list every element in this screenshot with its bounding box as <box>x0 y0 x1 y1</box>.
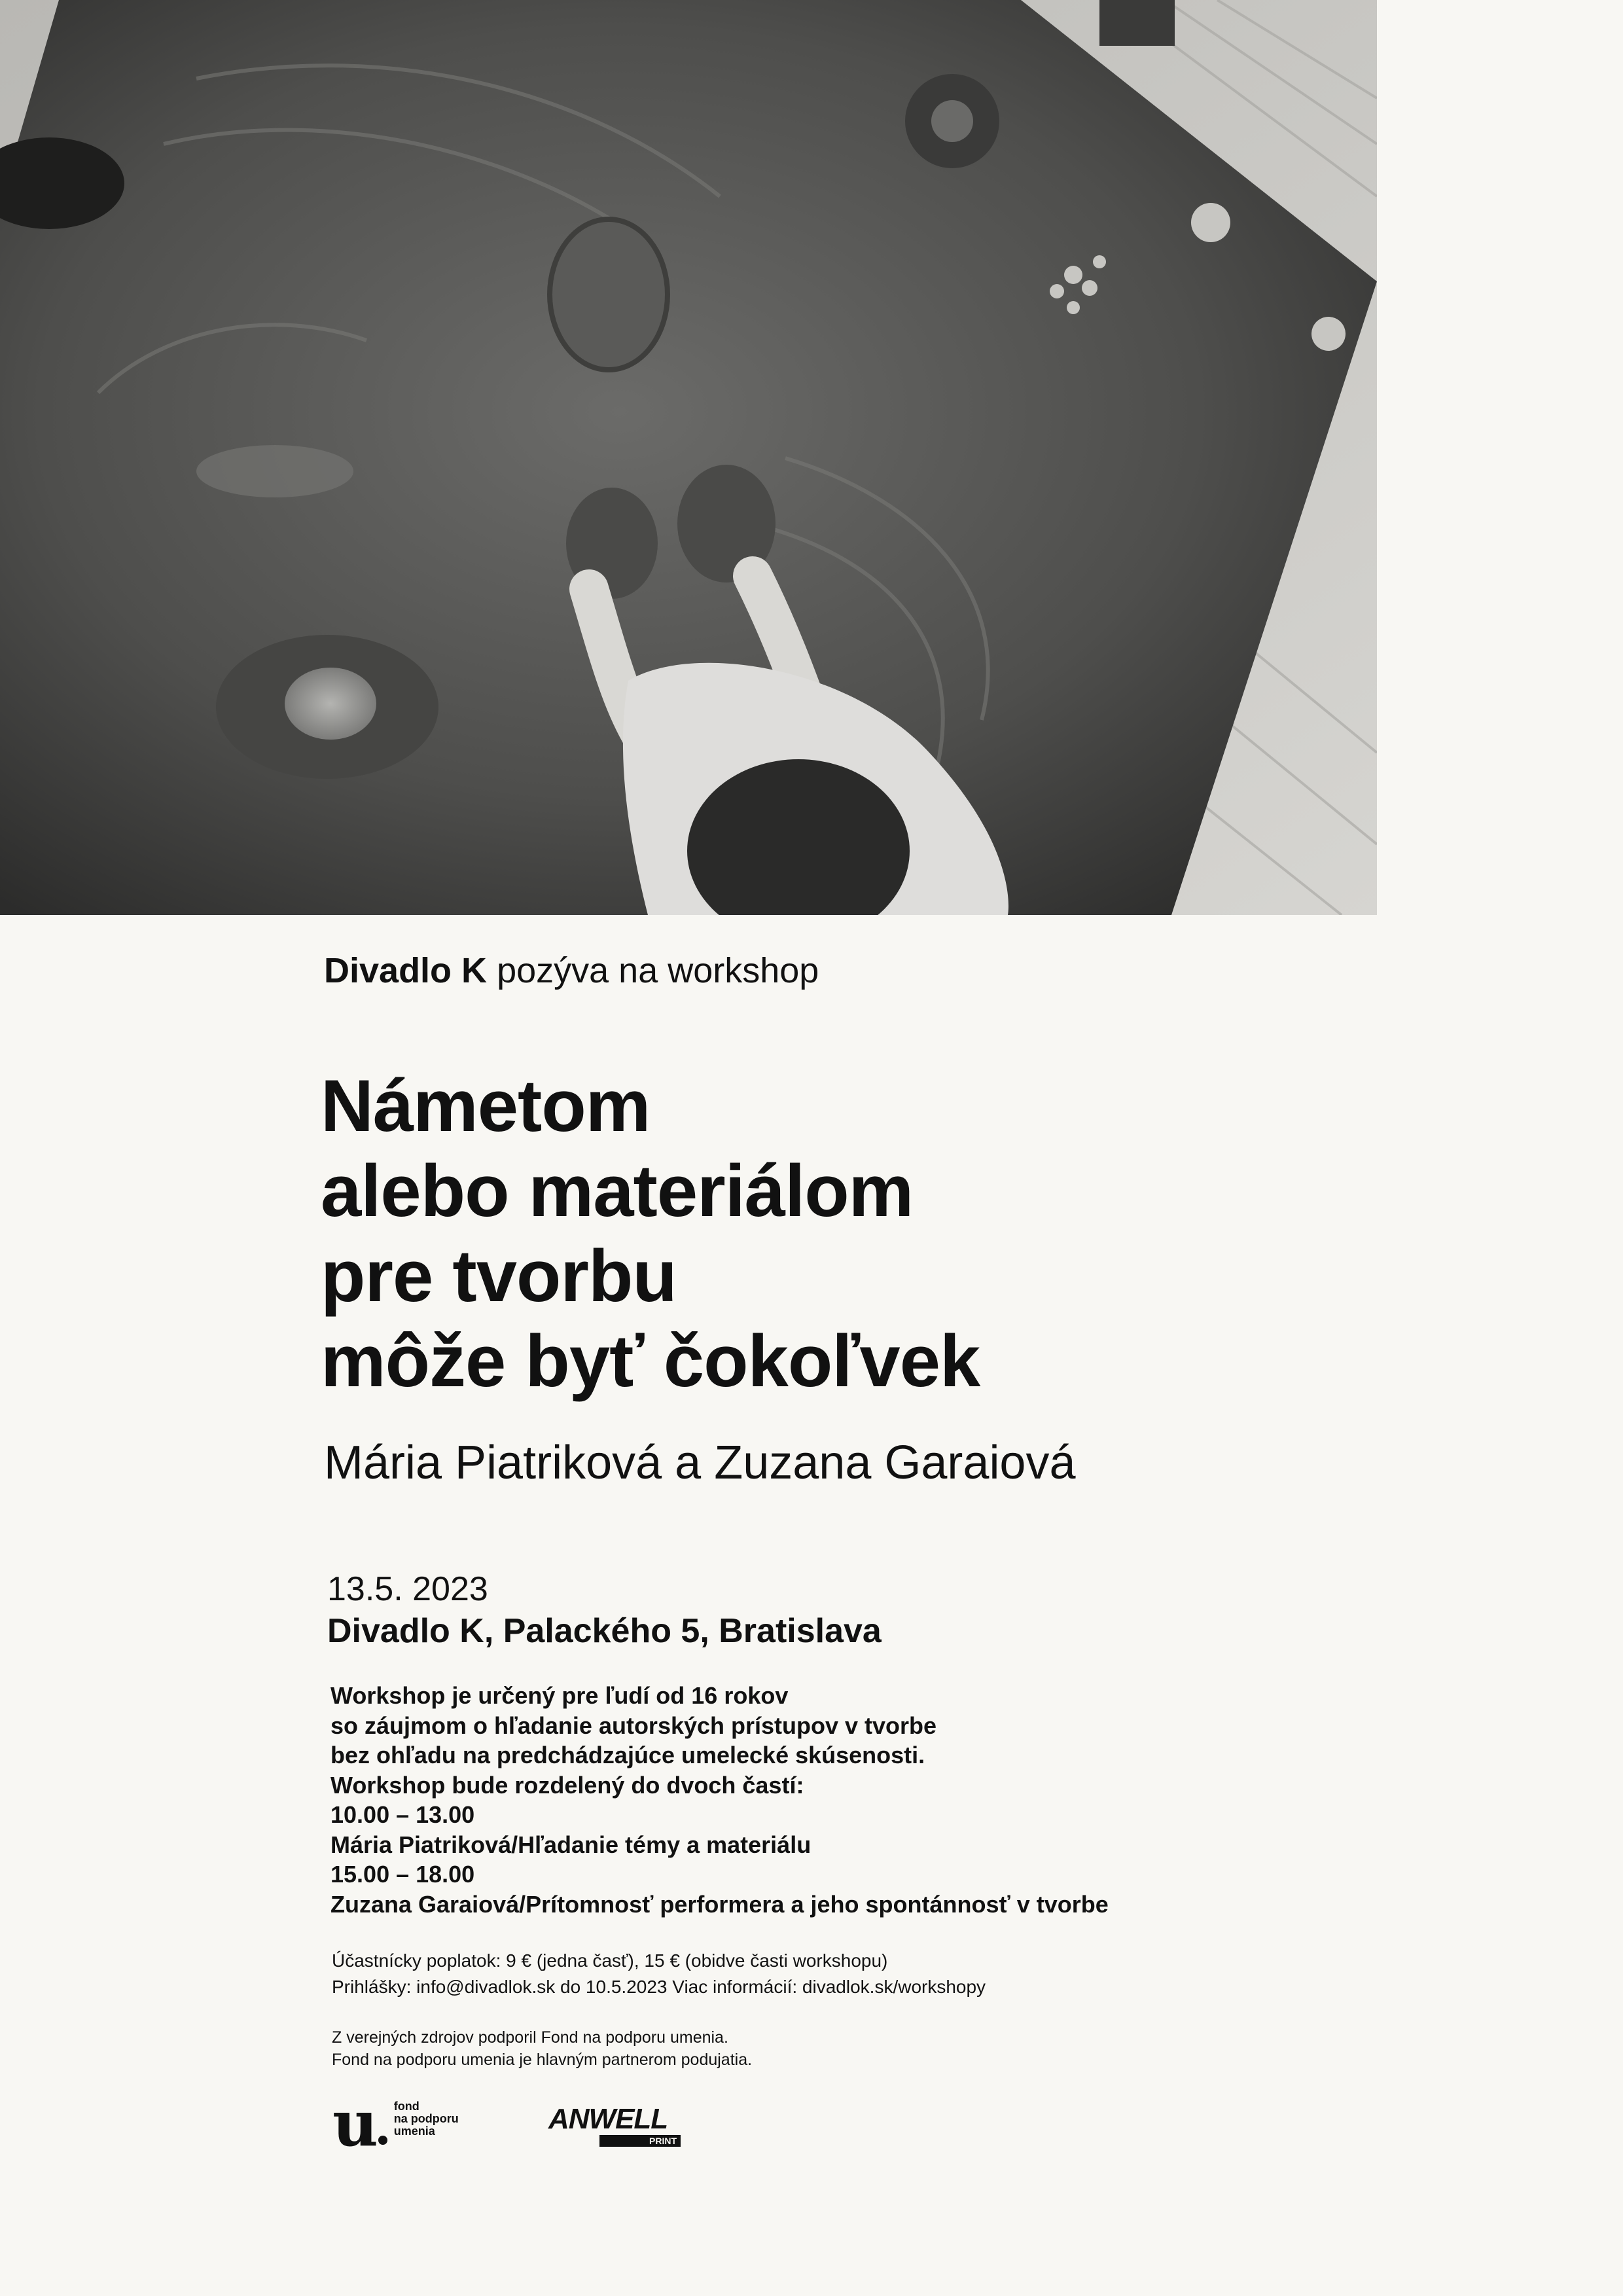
title-line: alebo materiálom <box>321 1150 914 1232</box>
anwell-name: ANWELL <box>548 2103 668 2135</box>
support-line: Fond na podporu umenia je hlavným partnerom podujatia. <box>332 2051 753 2069</box>
title-line: môže byť čokoľvek <box>321 1320 980 1402</box>
invite-line <box>324 944 819 997</box>
workshop-title <box>321 1064 980 1404</box>
fpu-dot <box>378 2136 387 2145</box>
fpu-word: fond <box>393 2100 419 2113</box>
fee-info: Účastnícky poplatok: 9 € (jedna časť), 15 € (obidve časti workshopu) <box>332 1950 888 1971</box>
description-line: so záujmom o hľadanie autorských prístupov v tvorbe <box>330 1712 937 1739</box>
title-line: pre tvorbu <box>321 1235 677 1317</box>
session-time: 10.00 – 13.00 <box>330 1801 475 1828</box>
fpu-wordmark <box>394 2100 459 2138</box>
description-line: bez ohľadu na predchádzajúce umelecké skúsenosti. <box>330 1742 925 1768</box>
session-time: 15.00 – 18.00 <box>330 1861 475 1888</box>
anwell-print-logo <box>548 2103 685 2147</box>
fpu-word: umenia <box>393 2125 435 2138</box>
registration-info: Prihlášky: info@divadlok.sk do 10.5.2023 Viac informácií: divadlok.sk/workshopy <box>332 1977 986 1997</box>
description-line: Workshop je určený pre ľudí od 16 rokov <box>330 1682 789 1709</box>
authors: Mária Piatriková a Zuzana Garaiová <box>324 1437 1076 1489</box>
session-title: Zuzana Garaiová/Prítomnosť performera a jeho spontánnosť v tvorbe <box>330 1890 1109 1918</box>
support-line: Z verejných zdrojov podporil Fond na podporu umenia. <box>332 2028 728 2047</box>
fpu-word: na podporu <box>393 2112 459 2125</box>
anwell-sub: PRINT <box>599 2135 681 2147</box>
invite-text: pozýva na workshop <box>497 951 819 990</box>
workshop-description <box>330 1681 1109 1919</box>
event-venue: Divadlo K, Palackého 5, Bratislava <box>327 1612 882 1650</box>
fond-na-podporu-umenia-logo <box>332 2087 459 2161</box>
description-line: Workshop bude rozdelený do dvoch častí: <box>330 1771 804 1799</box>
support-note <box>332 2026 752 2071</box>
session-title: Mária Piatriková/Hľadanie témy a materiálu <box>330 1831 812 1858</box>
fpu-mark: u <box>332 2087 377 2161</box>
organizer-name: Divadlo K <box>324 951 488 990</box>
title-line: Námetom <box>321 1065 651 1147</box>
event-date: 13.5. 2023 <box>327 1570 488 1608</box>
hero-photo <box>0 0 1377 915</box>
fees-registration <box>332 1948 986 2000</box>
